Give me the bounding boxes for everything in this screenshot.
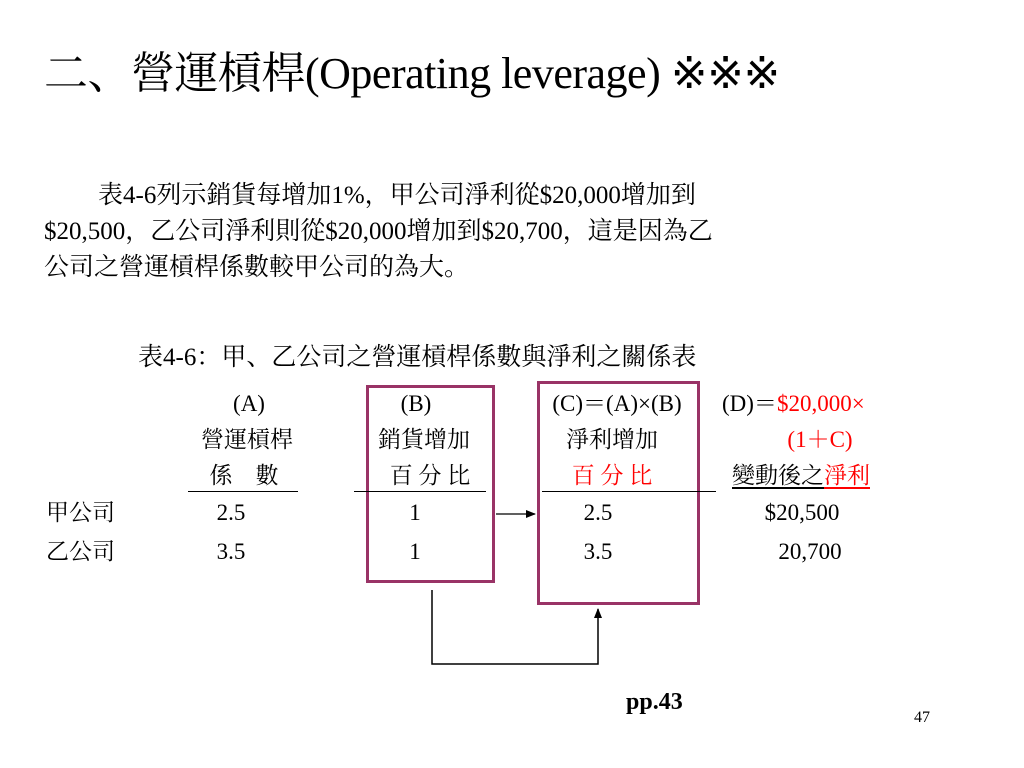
row-1-b: 1 [409,500,421,525]
row-2-label: 乙公司 [46,539,115,564]
table-caption: 表4-6：甲、乙公司之營運槓桿係數與淨利之關係表 [138,344,697,371]
col-a-header-line2: 係 數 [209,463,279,488]
col-b-header-line1: 銷貨增加 [378,427,470,452]
row-1-a: 2.5 [216,500,246,525]
connector-arrow [432,590,598,664]
slide-title: 二、營運槓桿(Operating leverage) ※※※ [44,49,780,98]
row-2-d: 20,700 [778,539,842,564]
col-a-letter: (A) [233,391,265,416]
row-1-d: $20,500 [764,500,840,525]
paragraph-line-1: 表4-6列示銷貨每增加1%，甲公司淨利從$20,000增加到 [98,182,696,209]
col-c-header-line1: 淨利增加 [566,427,658,452]
col-a-header-line1: 營運槓桿 [201,427,293,452]
row-2-b: 1 [409,539,421,564]
col-b-letter: (B) [400,391,432,416]
paragraph-line-3: 公司之營運槓桿係數較甲公司的為大。 [44,254,470,281]
col-d-header-line1: (1＋C) [787,427,853,452]
col-d-header-line2-prefix: 變動後之 [732,463,824,488]
row-1-label: 甲公司 [46,500,115,525]
paragraph-line-2: $20,500，乙公司淨利則從$20,000增加到$20,700，這是因為乙 [44,218,713,245]
row-1-c: 2.5 [583,500,613,525]
col-d-header-line2-emphasis: 淨利 [824,463,870,488]
col-d-letter-prefix: (D)＝ [722,391,777,416]
col-c-header-line2: 百 分 比 [571,463,653,488]
slide-number: 47 [914,709,930,726]
page-reference: pp.43 [626,689,683,715]
col-d-letter-formula: $20,000× [776,391,865,416]
col-c-letter: (C)＝(A)×(B) [552,391,682,416]
row-2-c: 3.5 [583,539,613,564]
row-2-a: 3.5 [216,539,246,564]
col-b-header-line2: 百 分 比 [389,463,471,488]
